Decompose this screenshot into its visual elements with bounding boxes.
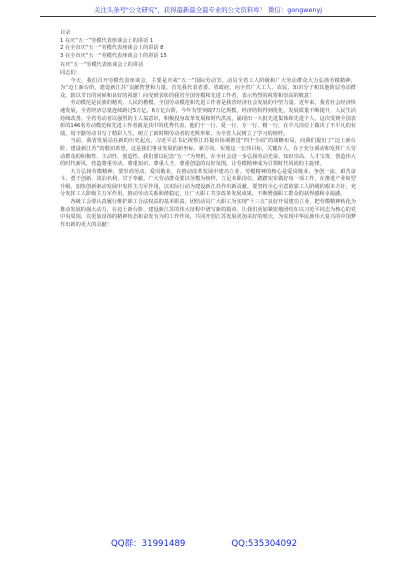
qq-group-text: QQ群：31991489 <box>110 539 186 549</box>
speech-salutation: 同志们： <box>60 69 81 76</box>
speech-paragraph: 今天，我们召开劳模代表座谈会，主要是庆祝“五一”国际劳动节，动员全省工人阶级和广大劳动群众大力弘扬劳模精神，为“迈上新台阶，建设新江苏”贡献智慧和力量。首先我代表省委、省政府，向全省广大工人、农民、知识分子和其他阶层劳动群众，致以节日的问候和良好的祝愿！向受到表彰的我省全国劳模和先进工作者，表示热烈的祝贺和崇高的敬意！ <box>60 77 356 99</box>
document-body <box>60 30 356 229</box>
toc-item: 1 在庆“五一”劳模代表座谈会上的讲话 1 <box>60 37 154 44</box>
toc-item: 3 在全市庆“五一”劳模代表座谈会上的讲话 15 <box>60 52 167 59</box>
footer-contact <box>0 538 408 550</box>
toc-item: 2 在全市庆“五一”劳模代表座谈会上的讲话 8 <box>60 45 164 52</box>
header-banner: 关注头条号"公文研究"，获得最新最全最专业的公文资料库！ 微信：gongwenyj <box>40 6 376 17</box>
speech-paragraph: 劳动模范是民族的精英、人民的楷模，全国劳动模范和先进工作者是我省经济社会发展的中坚力量。近年来，我省社会经济快速发展，全省经济总量连续跨过5万亿、6万亿台阶，今年有望突破7万亿规模，经济结构得到优化，发展质量不断提升，人民生活持续改善。全省劳动者以强烈的主人翁意识，积极投身改革发展和时代洪流，涌现出一大批先进集体和先进个人。这次受到全国表彰的146名劳动模范和先进工作者就是其中的优秀代表，他们干一行、爱一行、专一行、精一行，在平凡岗位上做出了不平凡的业绩，用辛勤劳动书写了精彩人生，树立了新时期劳动者的光辉形象，为全省人民树立了学习的榜样。 <box>60 100 356 137</box>
speech-paragraph: 大力弘扬劳模精神，要崇尚劳动、爱岗敬业，在推动改革发展中建功立业。劳模精神的核心是爱岗敬业、争创一流、艰苦奋斗、勇于创新、淡泊名利、甘于奉献。广大劳动群众要以劳模为榜样，立足本职岗位，踏踏实实做好每一项工作，在推进产业转型升级、加快创新驱动发展中发挥主力军作用，以实际行动为建设新江苏作出新贡献。要坚持全心全意依靠工人阶级的根本方针，充分发挥工人阶级主力军作用，推动劳动关系和谐稳定，让广大职工共享改革发展成果，不断增强职工群众的获得感和幸福感。 <box>60 168 356 198</box>
qq-number-text: QQ:535304092 <box>231 539 298 549</box>
speech-paragraph: 当前，我省发展站在新的历史起点，习近平总书记视察江苏提出协调推进“四个全面”的战略布局，向我们提出了“迈上新台阶、建设新江苏”的殷切希望，这是我们事业发展的新坐标、新方向。实现这一宏伟目标，关键在人，在于充分调动和发挥广大劳动群众的积极性、主动性、创造性。我们要以纪念“五一”为契机，在全社会进一步弘扬劳动光荣、知识崇高、人才宝贵、创造伟大的时代新风，营造尊重劳动、尊重知识、尊重人才、尊重创造的良好氛围，让劳模精神成为引领时代风尚的主旋律。 <box>60 138 356 168</box>
toc-heading: 目录 <box>60 30 71 36</box>
speech-paragraph: 各级工会要认真履行维护职工合法权益的基本职责，团结动员广大职工为实现“十三五”良好开局建功立业，把劳模精神转化为推动发展的强大动力，在迈上新台阶、建设新江苏的伟大征程中谱写新的篇章。让我们更加紧密地团结在以习近平同志为核心的党中央周围，以更加昂扬的精神状态和奋发有为的工作作风，共同开创江苏发展更加美好的明天，为实现中华民族伟大复兴的中国梦作出新的更大的贡献！ <box>60 199 356 228</box>
speech-title: 在庆“五一”劳模代表座谈会上的讲话 <box>60 62 144 69</box>
